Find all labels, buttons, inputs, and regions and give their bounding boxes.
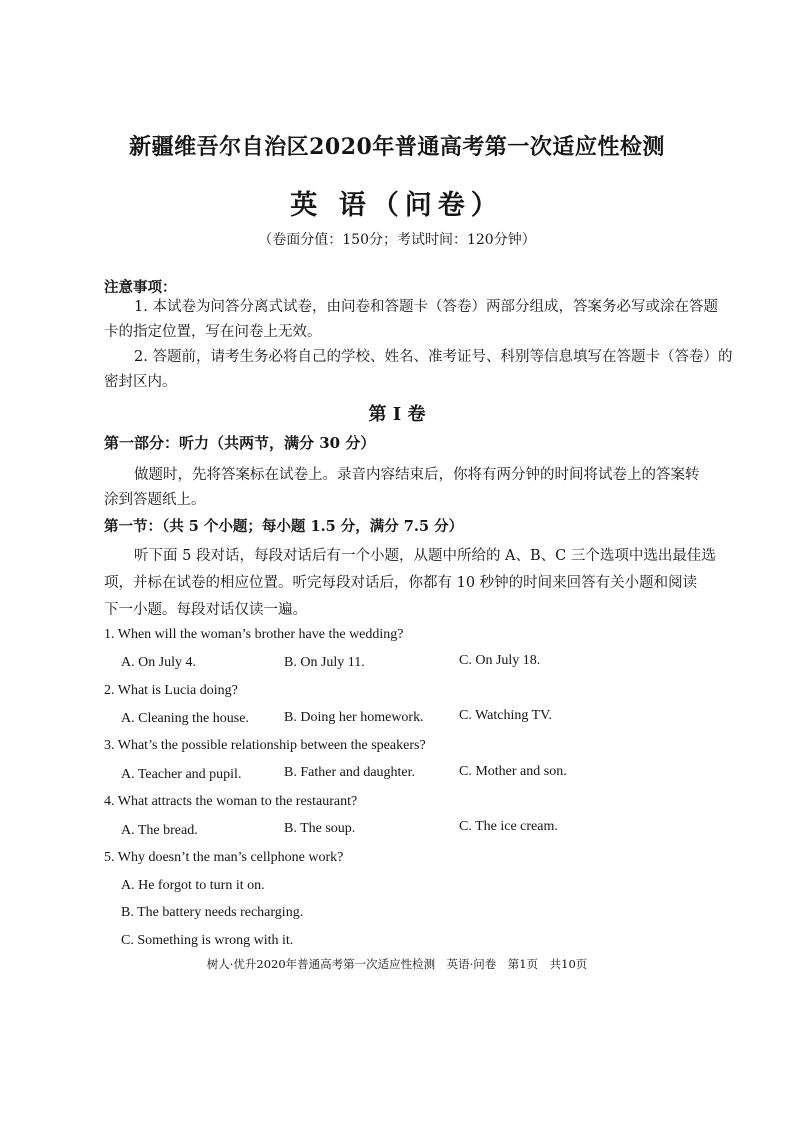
question-2-option-c: C. Watching TV.	[459, 708, 552, 723]
question-1: 1. When will the woman’s brother have the wedding?	[104, 627, 404, 642]
question-1-option-a: A. On July 4.	[121, 655, 197, 670]
note-2-line-1: 2. 答题前，请考生务必将自己的学校、姓名、准考证号、科别等信息填写在答题卡（答卷）的	[134, 349, 733, 365]
exam-title: 新疆维吾尔自治区2020年普通高考第一次适应性检测	[129, 134, 665, 160]
section1-heading: 第一节：（共 5 个小题；每小题 1.5 分，满分 7.5 分）	[104, 518, 464, 535]
question-2-option-a: A. Cleaning the house.	[121, 711, 249, 726]
notes-heading: 注意事项：	[104, 279, 177, 296]
question-1-option-c: C. On July 18.	[459, 653, 541, 668]
question-1-option-b: B. On July 11.	[284, 655, 365, 670]
question-5-option-c: C. Something is wrong with it.	[121, 933, 294, 948]
question-2: 2. What is Lucia doing?	[104, 683, 238, 698]
note-1-line-1: 1. 本试卷为问答分离式试卷，由问卷和答题卡（答卷）两部分组成，答案务必写或涂在答题	[134, 299, 718, 315]
part1-instruction-line-1: 做题时，先将答案标在试卷上。录音内容结束后，你将有两分钟的时间将试卷上的答案转	[134, 467, 700, 483]
question-5-option-a: A. He forgot to turn it on.	[121, 878, 265, 893]
part1-heading: 第一部分：听力（共两节，满分 30 分）	[104, 434, 376, 452]
question-5: 5. Why doesn’t the man’s cellphone work?	[104, 850, 344, 865]
question-4-option-a: A. The bread.	[121, 823, 198, 838]
exam-meta: （卷面分值：150分；考试时间：120分钟）	[258, 232, 536, 248]
question-4-option-c: C. The ice cream.	[459, 819, 558, 834]
question-3-option-b: B. Father and daughter.	[284, 765, 416, 780]
volume-heading: 第 Ⅰ 卷	[368, 404, 426, 425]
page-footer: 树人·优升2020年普通高考第一次适应性检测 英语·问卷 第1页 共10页	[206, 957, 588, 971]
note-2-line-2: 密封区内。	[104, 374, 177, 390]
question-4: 4. What attracts the woman to the restaurant?	[104, 794, 358, 809]
section1-instruction-line-2: 项，并标在试卷的相应位置。听完每段对话后，你都有 10 秒钟的时间来回答有关小题和阅读	[104, 575, 698, 591]
part1-instruction-line-2: 涂到答题纸上。	[104, 492, 206, 508]
question-3-option-a: A. Teacher and pupil.	[121, 767, 242, 782]
question-2-option-b: B. Doing her homework.	[284, 710, 424, 725]
question-3: 3. What’s the possible relationship between the speakers?	[104, 738, 426, 753]
question-3-option-c: C. Mother and son.	[459, 764, 567, 779]
note-1-line-2: 卡的指定位置，写在问卷上无效。	[104, 324, 322, 340]
section1-instruction-line-3: 下一小题。每段对话仅读一遍。	[104, 602, 307, 618]
question-5-option-b: B. The battery needs recharging.	[121, 905, 304, 920]
exam-subtitle: 英 语（问卷）	[290, 190, 504, 221]
section1-instruction-line-1: 听下面 5 段对话，每段对话后有一个小题，从题中所给的 A、B、C 三个选项中选出最佳选	[134, 548, 716, 564]
question-4-option-b: B. The soup.	[284, 821, 356, 836]
